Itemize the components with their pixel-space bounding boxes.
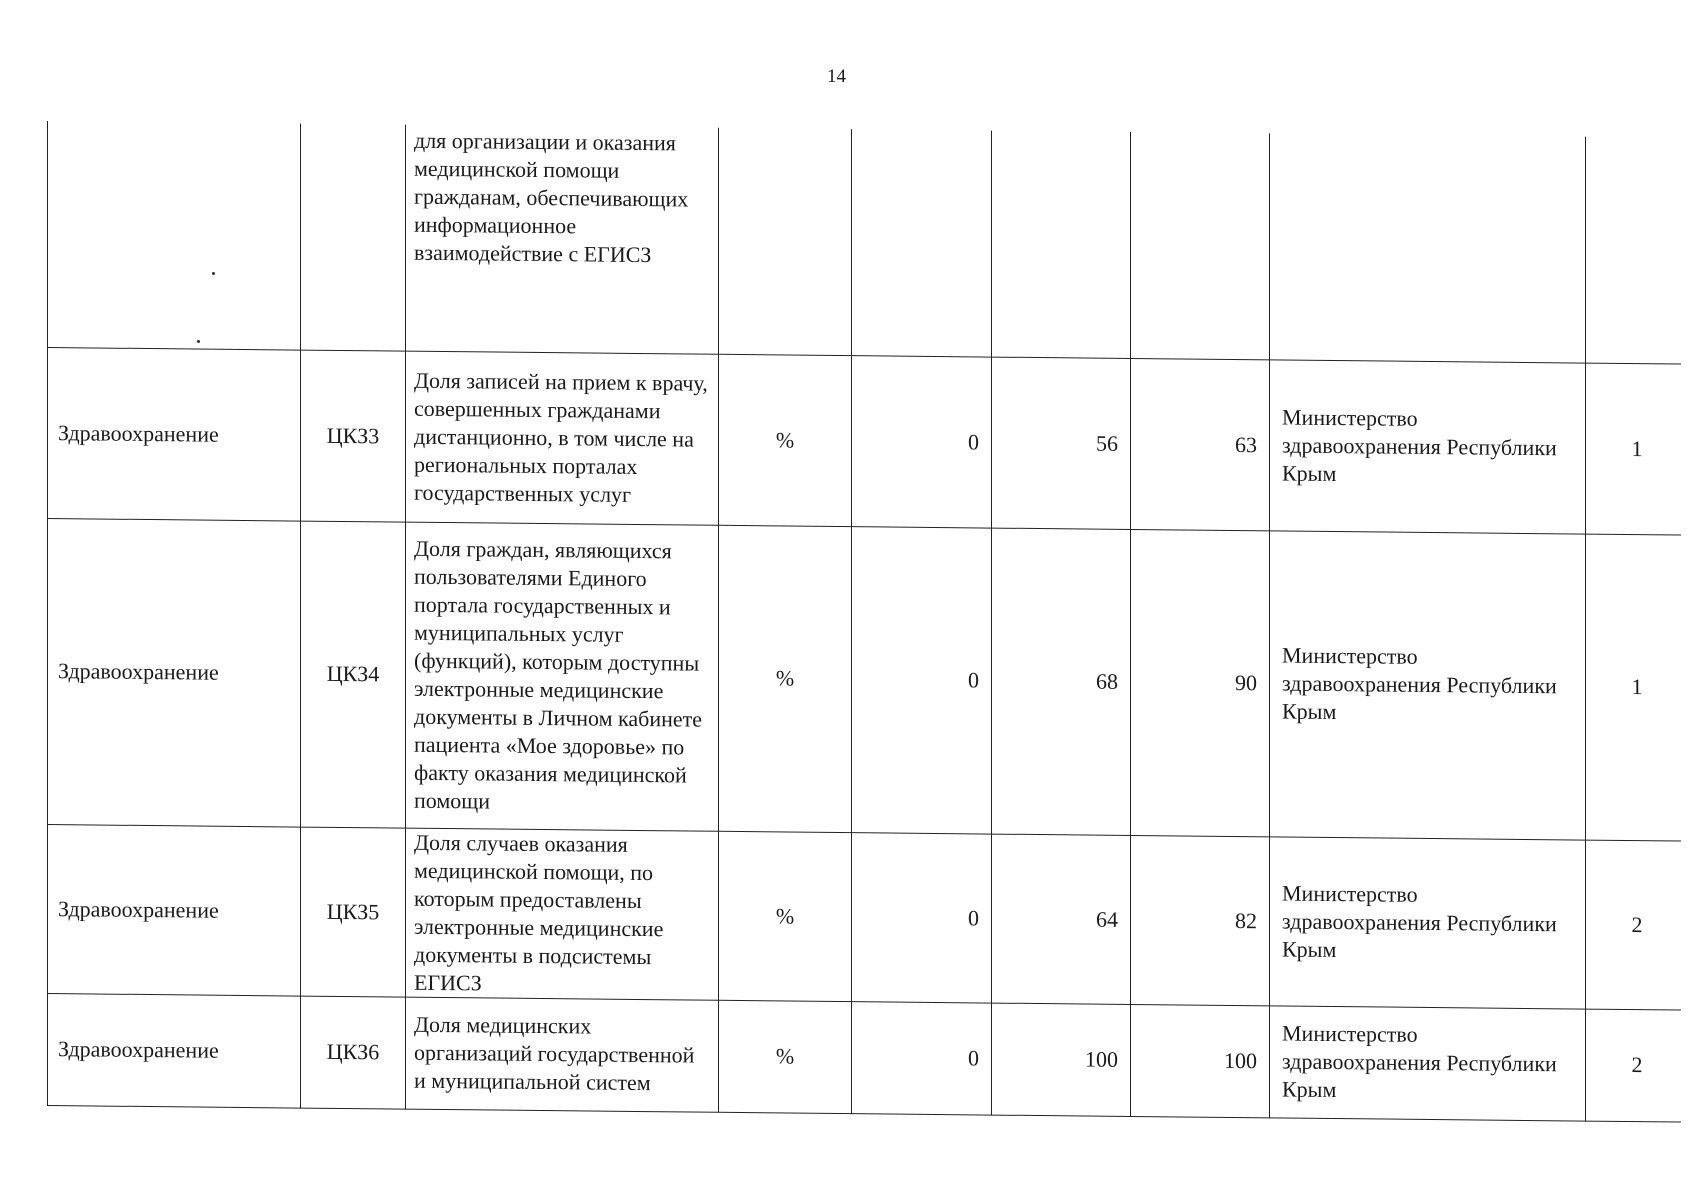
table-row: [48, 518, 1681, 841]
value-1-cell: 68: [992, 528, 1131, 835]
unit-cell: [719, 128, 852, 355]
value-2-cell: 100: [1131, 1004, 1270, 1117]
responsible-cell: Министерство здравоохранения Республики Крым: [1270, 1005, 1586, 1120]
value-1-cell: 100: [992, 1003, 1131, 1116]
base-value-cell: [852, 129, 992, 356]
indicator-cell: Доля медицинских организаций государственной и муниципальной систем: [406, 997, 719, 1112]
code-cell: ЦКЗ3: [301, 350, 406, 522]
value-2-cell: 82: [1131, 835, 1270, 1005]
value-2-cell: [1131, 132, 1270, 359]
base-value-cell: 0: [852, 1001, 992, 1114]
value-2-cell: 63: [1131, 358, 1270, 530]
indicator-cell: Доля граждан, являющихся пользователями Единого портала государственных и муниципальных услуг (функций), которым доступны электронные медицинские документы в Личном кабинете пациента «Мое здоровье» по факту оказания медицинской помощи: [406, 522, 719, 831]
code-cell: ЦКЗ5: [301, 827, 406, 997]
indicator-table-sheet: [47, 121, 1680, 1128]
table-row: [48, 824, 1681, 1010]
responsible-cell: Министерство здравоохранения Республики Крым: [1270, 359, 1586, 533]
indicator-cell: Доля случаев оказания медицинской помощи, по которым предоставлены электронные медицинские документы в подсистемы ЕГИСЗ: [406, 828, 719, 1000]
level-cell: 1: [1586, 363, 1681, 535]
code-cell: [301, 124, 406, 351]
responsible-cell: Министерство здравоохранения Республики Крым: [1270, 530, 1586, 839]
unit-cell: %: [719, 831, 852, 1001]
base-value-cell: 0: [852, 526, 992, 833]
level-cell: 1: [1586, 534, 1681, 841]
value-1-cell: 56: [992, 357, 1131, 529]
indicator-cell: для организации и оказания медицинской помощи гражданам, обеспечивающих информационное взаимодействие с ЕГИСЗ: [406, 125, 719, 354]
sector-cell: [48, 121, 301, 350]
indicator-cell: Доля записей на прием к врачу, совершенных гражданами дистанционно, в том числе на региональных порталах государственных услуг: [406, 351, 719, 525]
sector-cell: Здравоохранение: [48, 824, 301, 996]
code-cell: ЦКЗ4: [301, 521, 406, 828]
value-2-cell: 90: [1131, 529, 1270, 836]
level-cell: 2: [1586, 1009, 1681, 1122]
level-cell: [1586, 137, 1681, 364]
value-1-cell: 64: [992, 834, 1131, 1004]
sector-cell: Здравоохранение: [48, 993, 301, 1108]
unit-cell: %: [719, 525, 852, 832]
indicator-table: [47, 121, 1681, 1122]
base-value-cell: 0: [852, 832, 992, 1002]
table-row-continuation: [48, 121, 1681, 364]
unit-cell: %: [719, 1000, 852, 1113]
base-value-cell: 0: [852, 355, 992, 527]
unit-cell: %: [719, 354, 852, 526]
value-1-cell: [992, 131, 1131, 358]
responsible-cell: Министерство здравоохранения Республики Крым: [1270, 836, 1586, 1008]
code-cell: ЦКЗ6: [301, 996, 406, 1109]
page-number: 14: [827, 66, 846, 87]
level-cell: 2: [1586, 840, 1681, 1010]
table-row: [48, 993, 1681, 1122]
sector-cell: Здравоохранение: [48, 347, 301, 521]
responsible-cell: [1270, 133, 1586, 362]
sector-cell: Здравоохранение: [48, 518, 301, 827]
table-row: [48, 347, 1681, 535]
